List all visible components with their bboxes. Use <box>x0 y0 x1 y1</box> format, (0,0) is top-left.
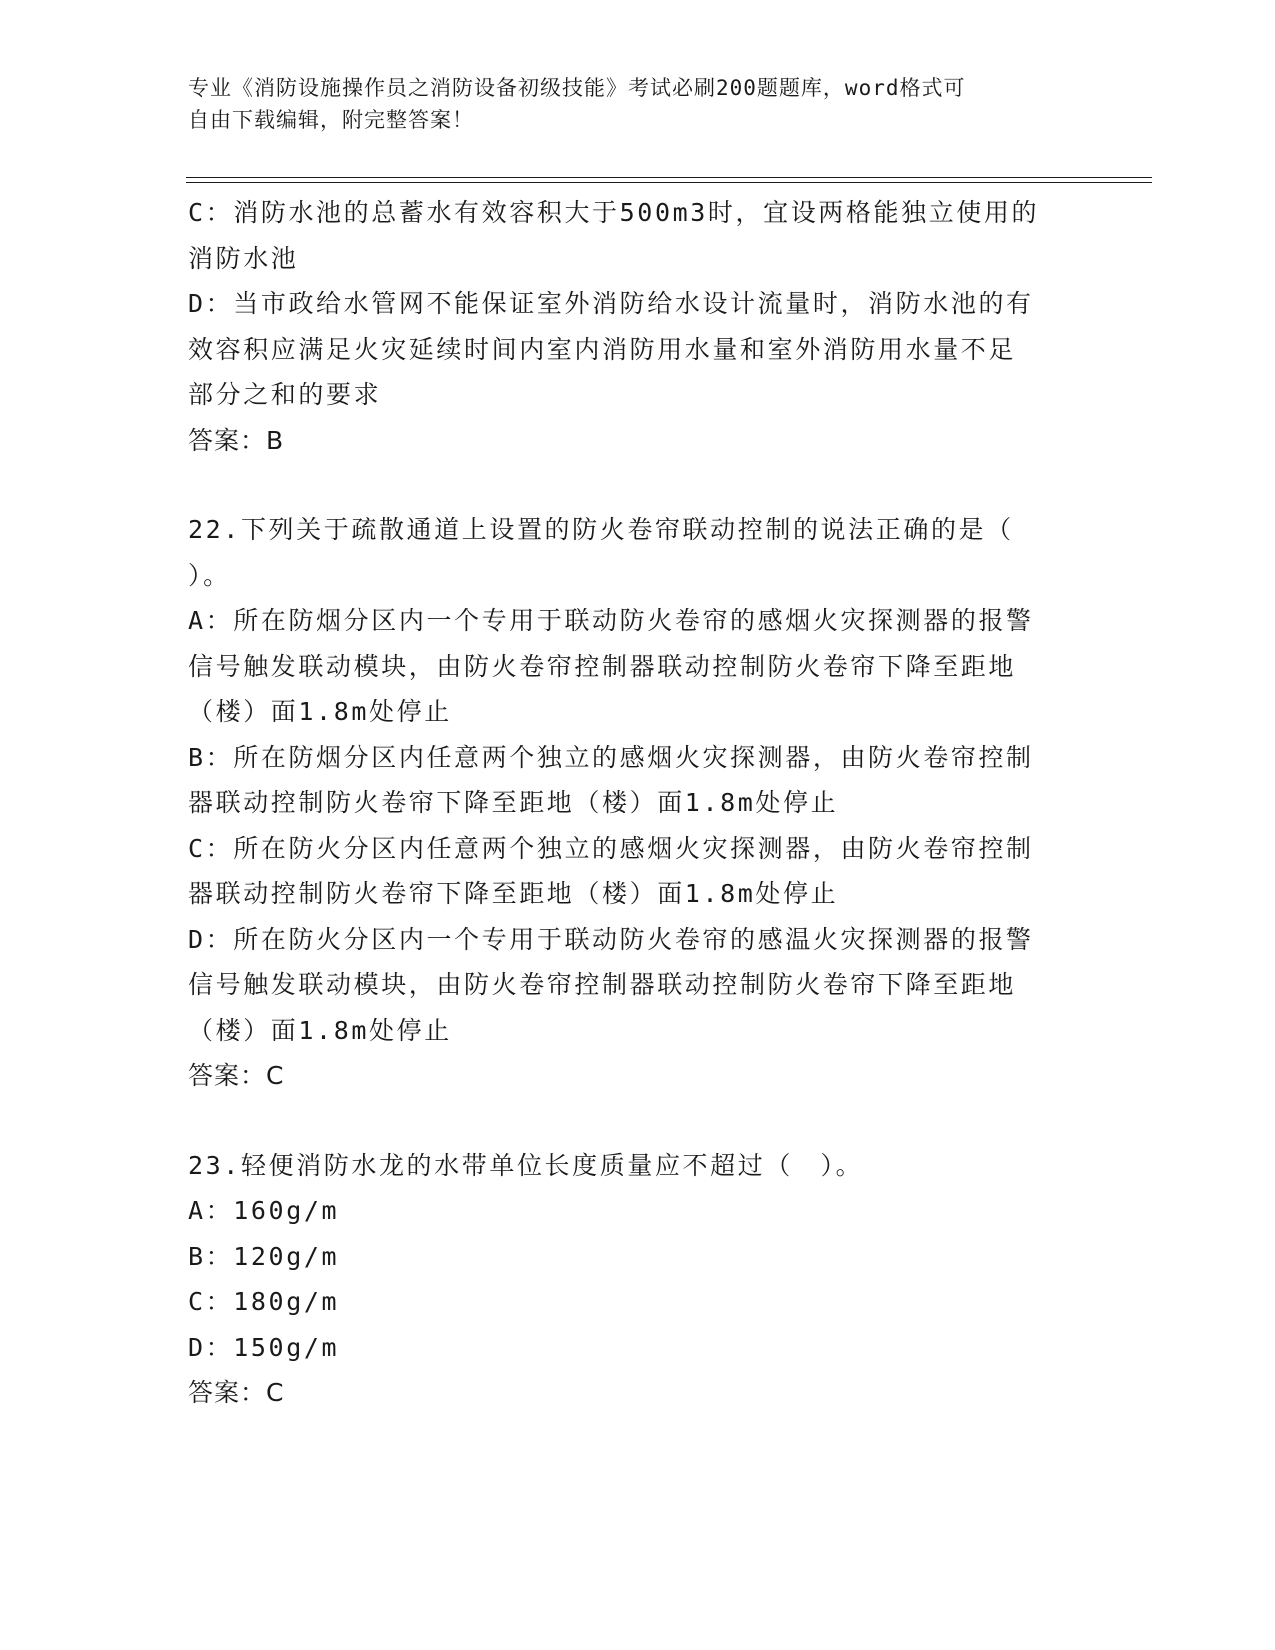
option-d: 部分之和的要求 <box>188 380 382 409</box>
option-b: B：所在防烟分区内任意两个独立的感烟火灾探测器，由防火卷帘控制 <box>188 742 1034 772</box>
question-23 <box>188 1143 1088 1416</box>
option-c: 消防水池 <box>188 243 299 273</box>
header-divider <box>186 177 1152 178</box>
answer-label: 答案：B <box>188 425 285 455</box>
option-d: D：150g/m <box>188 1332 340 1362</box>
spacer <box>188 463 1088 507</box>
question-stem: ）。 <box>188 560 231 590</box>
option-b: B：120g/m <box>188 1241 340 1271</box>
option-d: D：所在防火分区内一个专用于联动防火卷帘的感温火灾探测器的报警 <box>188 924 1034 954</box>
option-d: 效容积应满足火灾延续时间内室内消防用水量和室外消防用水量不足 <box>188 334 1017 364</box>
option-d: （楼）面1.8m处停止 <box>188 1015 452 1045</box>
option-a: （楼）面1.8m处停止 <box>188 697 452 726</box>
spacer <box>188 1099 1088 1143</box>
question-22 <box>188 507 1088 1099</box>
question-21-continued <box>188 190 1088 463</box>
document-header <box>188 72 1088 136</box>
option-b: 器联动控制防火卷帘下降至距地（楼）面1.8m处停止 <box>188 788 839 817</box>
option-c: 器联动控制防火卷帘下降至距地（楼）面1.8m处停止 <box>188 879 839 908</box>
option-c: C：180g/m <box>188 1287 340 1316</box>
option-d: 信号触发联动模块，由防火卷帘控制器联动控制防火卷帘下降至距地 <box>188 970 1017 999</box>
header-divider <box>186 182 1152 183</box>
option-a: A：160g/m <box>188 1196 340 1225</box>
header-line: 自由下载编辑，附完整答案！ <box>188 108 474 132</box>
answer-label: 答案：C <box>188 1378 285 1407</box>
question-stem: 23.轻便消防水龙的水带单位长度质量应不超过（ ）。 <box>188 1150 864 1180</box>
option-d: D：当市政给水管网不能保证室外消防给水设计流量时，消防水池的有 <box>188 289 1034 318</box>
option-a: A：所在防烟分区内一个专用于联动防火卷帘的感烟火灾探测器的报警 <box>188 606 1034 635</box>
option-a: 信号触发联动模块，由防火卷帘控制器联动控制防火卷帘下降至距地 <box>188 651 1017 681</box>
document-body <box>188 190 1088 1416</box>
option-c: C：消防水池的总蓄水有效容积大于500m3时，宜设两格能独立使用的 <box>188 198 1040 227</box>
question-stem: 22.下列关于疏散通道上设置的防火卷帘联动控制的说法正确的是（ <box>188 515 1014 544</box>
answer-label: 答案：C <box>188 1061 285 1090</box>
header-line: 专业《消防设施操作员之消防设备初级技能》考试必刷200题题库，word格式可 <box>188 76 966 100</box>
option-c: C：所在防火分区内任意两个独立的感烟火灾探测器，由防火卷帘控制 <box>188 833 1034 863</box>
